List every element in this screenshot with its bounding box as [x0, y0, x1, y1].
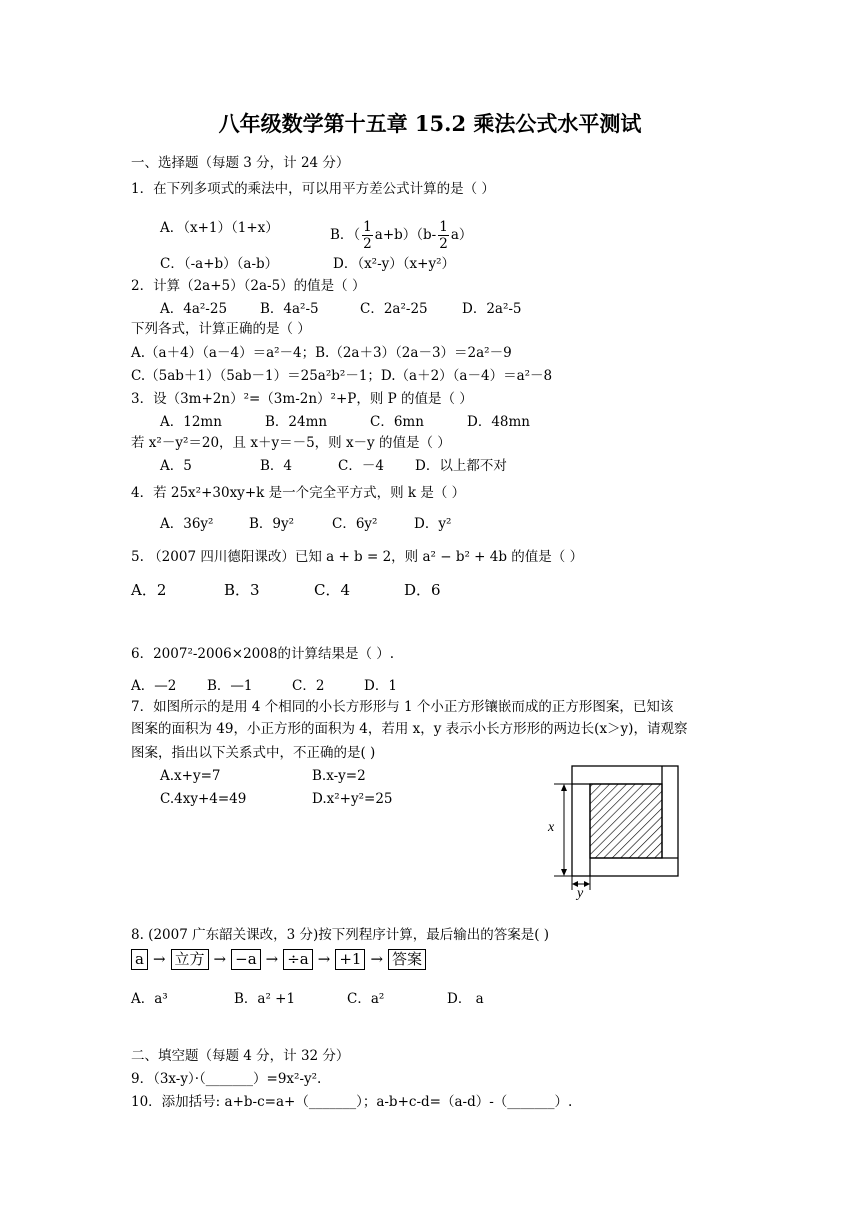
question-3-stem: 3．设（3m+2n）²=（3m-2n）²+P，则 P 的值是（ ） [131, 391, 473, 407]
square-pattern-figure [540, 760, 690, 900]
question-2-stem: 2．计算（2a+5）（2a-5）的值是（ ） [131, 278, 366, 294]
q1-option-d: D．（x²-y）（x+y²） [333, 256, 456, 272]
flow-box-divide-a: ÷a [283, 949, 313, 970]
flow-arrow: → [370, 950, 384, 968]
question-2b-line1: A.（a＋4）（a－4）＝a²－4；B.（2a＋3）（2a－3）＝2a²－9 [131, 345, 512, 361]
q3-option-a: A．12mn [160, 414, 222, 430]
q5-option-d: D．6 [404, 581, 441, 599]
dimension-label-x: x [548, 820, 555, 835]
q3-option-c: C．6mn [370, 414, 424, 430]
question-6-stem: 6．2007²-2006×2008的计算结果是（ ）. [131, 646, 395, 662]
question-2b-line2: C.（5ab＋1）（5ab－1）＝25a²b²－1；D.（a＋2）（a－4）＝a²－8 [131, 368, 553, 384]
question-1-stem: 1．在下列多项式的乘法中，可以用平方差公式计算的是（ ） [131, 181, 495, 197]
q3b-option-d: D．以上都不对 [415, 458, 507, 474]
q2-option-c: C．2a²-25 [360, 301, 428, 317]
q5-option-c: C．4 [314, 581, 351, 599]
fraction-numerator: 1 [363, 219, 372, 235]
q7-option-a: A.x+y=7 [160, 768, 221, 784]
arrowhead [561, 869, 567, 876]
q3-option-d: D．48mn [467, 414, 530, 430]
flow-arrow: → [317, 950, 331, 968]
question-8-stem: 8. (2007 广东韶关课改，3 分)按下列程序计算，最后输出的答案是( ) [131, 927, 550, 943]
q4-option-d: D．y² [414, 516, 452, 532]
q7-option-d: D.x²+y²=25 [312, 791, 393, 807]
section-heading-choice: 一、选择题（每题 3 分，计 24 分） [131, 155, 350, 171]
q1-option-c: C．（-a+b）（a-b） [160, 256, 279, 272]
dimension-label-y: y [577, 886, 584, 900]
q1-option-a: A．（x+1）（1+x） [160, 220, 279, 236]
q8-option-c: C．a² [347, 991, 385, 1007]
arrowhead [584, 881, 590, 887]
question-7-line3: 图案，指出以下关系式中，不正确的是( ) [131, 745, 376, 761]
q5-option-a: A．2 [131, 581, 167, 599]
q7-option-b: B.x-y=2 [312, 768, 366, 784]
q6-option-b: B．—1 [207, 678, 253, 694]
question-2b-stem: 下列各式，计算正确的是（ ） [131, 321, 311, 337]
fraction [438, 219, 449, 252]
q8-option-d: D． a [447, 991, 484, 1007]
q1-option-b-suffix: a） [450, 227, 473, 243]
small-square-hatched [590, 784, 662, 858]
q3b-option-b: B．4 [260, 458, 293, 474]
fraction-denominator: 2 [363, 236, 372, 252]
q2-option-b: B．4a²-5 [260, 301, 319, 317]
q7-option-c: C.4xy+4=49 [160, 791, 247, 807]
flow-box-plus-1: +1 [335, 949, 365, 970]
q8-option-b: B．a² +1 [234, 991, 296, 1007]
question-10: 10．添加括号: a+b-c=a+（_______）；a-b+c-d=（a-d）-（_______）. [131, 1094, 573, 1110]
question-7-line2: 图案的面积为 49，小正方形的面积为 4，若用 x，y 表示小长方形形的两边长(x＞y)，请观察 [131, 721, 688, 737]
q4-option-b: B．9y² [249, 516, 295, 532]
program-flowchart [131, 949, 426, 970]
q2-option-a: A．4a²-25 [160, 301, 228, 317]
question-3b-stem: 若 x²－y²＝20，且 x＋y＝－5，则 x－y 的值是（ ） [131, 435, 451, 451]
section-heading-fill-in: 二、填空题（每题 4 分，计 32 分） [131, 1048, 350, 1064]
q4-option-a: A．36y² [160, 516, 214, 532]
question-4-stem: 4．若 25x²+30xy+k 是一个完全平方式，则 k 是（ ） [131, 485, 466, 501]
q8-option-a: A．a³ [131, 991, 168, 1007]
fraction-numerator: 1 [439, 219, 448, 235]
fraction-denominator: 2 [439, 236, 448, 252]
flow-box-input: a [131, 949, 148, 970]
flow-box-cube: 立方 [171, 949, 209, 970]
q1-option-b [330, 219, 472, 252]
flow-arrow: → [265, 950, 279, 968]
q5-option-b: B．3 [224, 581, 260, 599]
arrowhead [561, 784, 567, 791]
q6-option-a: A．—2 [131, 678, 177, 694]
flow-arrow: → [213, 950, 227, 968]
page-title: 八年级数学第十五章 15.2 乘法公式水平测试 [218, 111, 642, 136]
flow-box-minus-a: −a [231, 949, 261, 970]
q3-option-b: B．24mn [265, 414, 328, 430]
q6-option-c: C．2 [292, 678, 325, 694]
fraction [362, 219, 373, 252]
q2-option-d: D．2a²-5 [462, 301, 522, 317]
q6-option-d: D．1 [364, 678, 397, 694]
question-5-stem: 5. （2007 四川德阳课改）已知 a + b = 2，则 a² − b² + 4b 的值是（ ） [131, 549, 584, 565]
question-9: 9．（3x-y）·（_______）=9x²-y². [131, 1071, 322, 1087]
question-7-line1: 7．如图所示的是用 4 个相同的小长方形形与 1 个小正方形镶嵌而成的正方形图案，已知该 [131, 699, 674, 715]
q3b-option-a: A．5 [160, 458, 192, 474]
flow-arrow: → [152, 950, 166, 968]
flow-box-answer: 答案 [388, 949, 426, 970]
q3b-option-c: C．－4 [338, 458, 384, 474]
q1-option-b-middle: a+b）（b- [374, 227, 437, 243]
q1-option-b-prefix: B．（ [330, 227, 361, 243]
q4-option-c: C．6y² [332, 516, 378, 532]
